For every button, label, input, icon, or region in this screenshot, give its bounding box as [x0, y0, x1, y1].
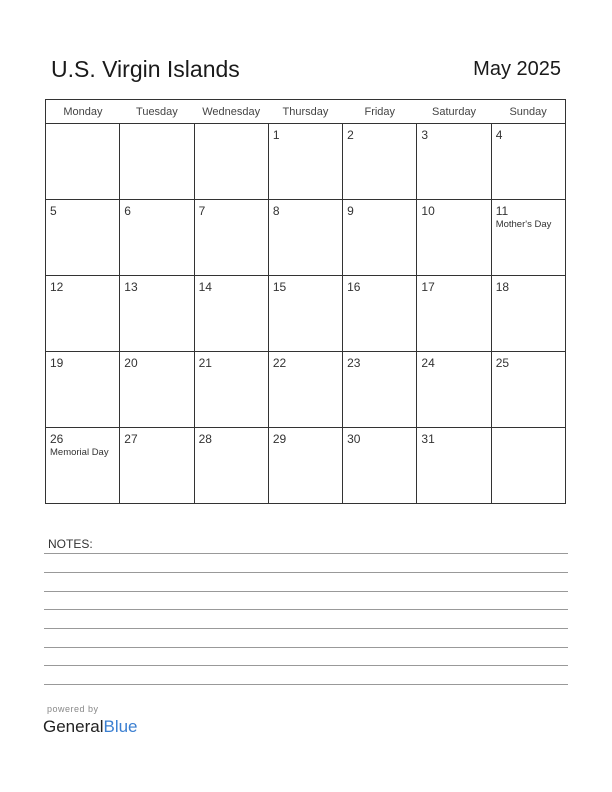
- weekday-saturday: Saturday: [417, 100, 491, 124]
- day-number: 20: [124, 356, 138, 370]
- note-line: [44, 628, 568, 629]
- day-number: 23: [347, 356, 361, 370]
- day-cell: [120, 124, 194, 200]
- day-cell: [343, 428, 417, 504]
- day-cell: [343, 124, 417, 200]
- day-cell: [46, 428, 120, 504]
- notes-label: NOTES:: [48, 537, 93, 551]
- day-cell: [268, 352, 342, 428]
- day-number: 8: [272, 204, 280, 218]
- note-line: [44, 609, 568, 610]
- calendar-grid: [45, 99, 566, 504]
- day-cell: [194, 124, 268, 200]
- day-cell: [46, 124, 120, 200]
- day-cell: [417, 276, 491, 352]
- month-label: May 2025: [473, 58, 561, 80]
- week-row: [46, 124, 566, 200]
- day-cell: [417, 200, 491, 276]
- note-line: [44, 572, 568, 573]
- weekday-thursday: Thursday: [268, 100, 342, 124]
- day-number: 9: [347, 204, 354, 218]
- day-cell: [491, 200, 565, 276]
- day-cell: [268, 428, 342, 504]
- calendar-title: U.S. Virgin Islands: [51, 56, 240, 82]
- day-number: 2: [347, 128, 354, 142]
- day-cell: [417, 428, 491, 504]
- weekday-header-row: [46, 100, 566, 124]
- day-number: 12: [50, 280, 64, 294]
- day-cell: [46, 200, 120, 276]
- day-number: 27: [124, 432, 138, 446]
- day-number: 18: [495, 280, 510, 294]
- day-number: 14: [198, 280, 212, 294]
- day-number: 22: [272, 356, 287, 370]
- day-number: 30: [347, 432, 361, 446]
- day-number: 1: [272, 128, 280, 142]
- note-line: [44, 684, 568, 685]
- weekday-friday: Friday: [343, 100, 417, 124]
- day-number: 28: [198, 432, 212, 446]
- day-cell: [343, 276, 417, 352]
- weekday-monday: Monday: [46, 100, 120, 124]
- day-cell: [268, 276, 342, 352]
- weekday-sunday: Sunday: [491, 100, 565, 124]
- day-cell: [491, 428, 565, 504]
- week-row: [46, 276, 566, 352]
- day-cell: [194, 276, 268, 352]
- day-number: 4: [495, 128, 503, 142]
- day-cell: [194, 352, 268, 428]
- day-number: 25: [495, 356, 510, 370]
- day-number: 3: [421, 128, 429, 142]
- day-number: 16: [347, 280, 361, 294]
- day-cell: [120, 352, 194, 428]
- day-cell: [343, 200, 417, 276]
- day-number: 11: [495, 204, 509, 218]
- week-row: [46, 428, 566, 504]
- day-cell: [194, 200, 268, 276]
- day-cell: [343, 352, 417, 428]
- note-line: [44, 647, 568, 648]
- brand-name-general: General: [43, 717, 104, 736]
- day-number: 6: [124, 204, 131, 218]
- weekday-wednesday: Wednesday: [194, 100, 268, 124]
- day-number: 7: [198, 204, 206, 218]
- day-cell: [46, 276, 120, 352]
- holiday-label: Mother's Day: [495, 219, 552, 230]
- day-number: 24: [421, 356, 435, 370]
- day-number: 17: [421, 280, 435, 294]
- day-cell: [120, 428, 194, 504]
- day-cell: [491, 352, 565, 428]
- day-cell: [268, 200, 342, 276]
- holiday-label: Memorial Day: [50, 447, 109, 458]
- day-number: 19: [50, 356, 64, 370]
- week-row: [46, 200, 566, 276]
- day-number: 26: [50, 432, 64, 446]
- day-number: 15: [272, 280, 287, 294]
- day-cell: [417, 352, 491, 428]
- day-cell: [268, 124, 342, 200]
- brand-logo: [43, 717, 138, 737]
- note-line: [44, 665, 568, 666]
- day-number: 5: [50, 204, 57, 218]
- day-cell: [120, 200, 194, 276]
- day-number: 21: [198, 356, 212, 370]
- brand-name-blue: Blue: [103, 717, 138, 736]
- day-cell: [417, 124, 491, 200]
- day-number: 31: [421, 432, 435, 446]
- day-cell: [491, 276, 565, 352]
- day-number: 29: [272, 432, 287, 446]
- week-row: [46, 352, 566, 428]
- day-cell: [194, 428, 268, 504]
- powered-by-text: powered by: [47, 704, 99, 714]
- day-number: 13: [124, 280, 138, 294]
- note-line: [44, 591, 568, 592]
- day-cell: [46, 352, 120, 428]
- day-number: 10: [421, 204, 435, 218]
- note-line: [44, 553, 568, 554]
- day-cell: [491, 124, 565, 200]
- day-cell: [120, 276, 194, 352]
- weekday-tuesday: Tuesday: [120, 100, 194, 124]
